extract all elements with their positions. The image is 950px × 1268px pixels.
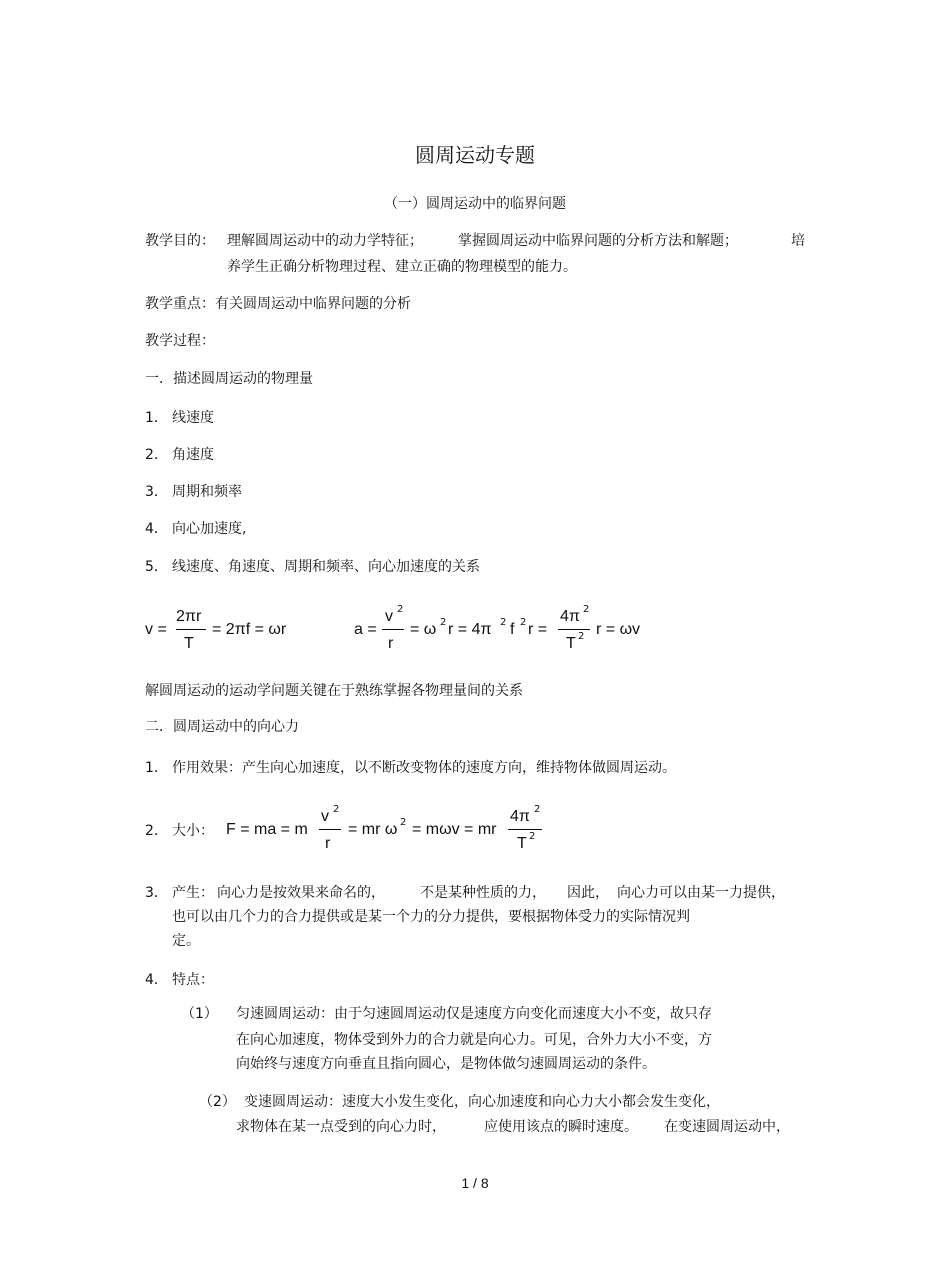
list-item: 特点： xyxy=(172,972,214,988)
sub-item-text: 求物体在某一点受到的向心力时， xyxy=(236,1119,446,1135)
section-subtitle: （一）圆周运动中的临界问题 xyxy=(384,196,566,212)
list-item-text: 因此， xyxy=(567,885,609,901)
sub-item-num: （2） xyxy=(199,1094,236,1110)
sub-item-text: 应使用该点的瞬时速度。 xyxy=(484,1119,638,1135)
formula-text: r = xyxy=(528,621,548,638)
list-item: 作用效果：产生向心加速度，以不断改变物体的速度方向，维持物体做圆周运动。 xyxy=(172,760,676,776)
formula-text: = mωv = mr xyxy=(412,821,497,838)
superscript: 2 xyxy=(578,631,585,642)
objective-label: 教学目的： xyxy=(145,233,215,249)
formula-a-eq: a = xyxy=(354,621,377,638)
list-item: 角速度 xyxy=(172,447,214,463)
teaching-process: 教学过程： xyxy=(145,333,215,349)
list-item: 线速度 xyxy=(172,410,214,426)
formula-v-eq: v = xyxy=(145,621,167,638)
list-item-text: 向心力是按效果来命名的， xyxy=(217,885,385,901)
superscript: 2 xyxy=(500,617,507,628)
page-title: 圆周运动专题 xyxy=(415,143,535,167)
fraction-numerator: v xyxy=(385,608,393,625)
list-item-text: 也可以由几个力的合力提供或是某一个力的分力提供，要根据物体受力的实际情况判 xyxy=(172,909,690,925)
list-item: 向心加速度, xyxy=(172,521,247,537)
sub-item-num: （1） xyxy=(181,1006,218,1022)
sub-item-text: 在向心加速度，物体受到外力的合力就是向心力。可见，合外力大小不变，方 xyxy=(236,1032,712,1048)
fraction-bar xyxy=(508,829,542,830)
formula-text: = mr ω xyxy=(348,821,398,838)
formula-text: F = ma = m xyxy=(226,821,308,838)
sub-item-text: 在变速圆周运动中， xyxy=(664,1119,790,1135)
sub-item-text: 向始终与速度方向垂直且指向圆心，是物体做匀速圆周运动的条件。 xyxy=(236,1056,656,1072)
fraction-bar xyxy=(319,829,341,830)
list-item-num: 2． xyxy=(145,823,168,839)
section2-heading: 二．圆周运动中的向心力 xyxy=(145,719,299,735)
superscript: 2 xyxy=(520,617,527,628)
list-item-text: 产生： xyxy=(172,885,214,901)
objective-line2: 养学生正确分析物理过程、建立正确的物理模型的能力。 xyxy=(227,259,577,275)
fraction-numerator: 2πr xyxy=(176,608,202,625)
superscript: 2 xyxy=(400,817,407,828)
key-sentence: 解圆周运动的运动学问题关键在于熟练掌握各物理量间的关系 xyxy=(145,683,523,699)
superscript: 2 xyxy=(333,804,340,815)
sub-item-text: 变速圆周运动：速度大小发生变化，向心加速度和向心力大小都会发生变化， xyxy=(244,1094,720,1110)
list-item-text: 向心力可以由某一力提供， xyxy=(617,885,785,901)
list-item-num: 1． xyxy=(145,760,168,776)
superscript: 2 xyxy=(534,804,541,815)
fraction-denominator: T xyxy=(566,635,576,652)
list-item-num: 2． xyxy=(145,447,168,463)
list-item-num: 5． xyxy=(145,559,168,575)
fraction-denominator: T xyxy=(184,635,194,652)
objective-part2: 掌握圆周运动中临界问题的分析方法和解题； xyxy=(458,233,738,249)
list-item-text: 定。 xyxy=(172,933,200,949)
list-item-num: 3． xyxy=(145,885,168,901)
fraction-numerator: 4π xyxy=(510,808,530,825)
list-item: 线速度、角速度、周期和频率、向心加速度的关系 xyxy=(172,559,480,575)
list-item-num: 3． xyxy=(145,484,168,500)
fraction-bar xyxy=(382,629,404,630)
superscript: 2 xyxy=(583,604,590,615)
formula-text: r = 4π xyxy=(448,621,492,638)
formula-text: f xyxy=(510,621,515,638)
superscript: 2 xyxy=(397,604,404,615)
fraction-denominator: r xyxy=(388,635,394,652)
fraction-denominator: T xyxy=(517,835,527,852)
formula-text: r = ωv xyxy=(596,621,641,638)
formula-v-rest: = 2πf = ωr xyxy=(212,621,287,638)
page-number: 1 / 8 xyxy=(461,1175,489,1191)
objective-part1: 理解圆周运动中的动力学特征； xyxy=(227,233,423,249)
formula-text: = ω xyxy=(410,621,437,638)
list-item: 大小： xyxy=(172,823,214,839)
sub-item-text: 匀速圆周运动：由于匀速圆周运动仅是速度方向变化而速度大小不变，故只存 xyxy=(236,1006,712,1022)
list-item: 周期和频率 xyxy=(172,484,242,500)
fraction-denominator: r xyxy=(325,835,331,852)
fraction-bar xyxy=(176,629,206,630)
fraction-numerator: 4π xyxy=(560,608,580,625)
list-item-text: 不是某种性质的力， xyxy=(420,885,546,901)
superscript: 2 xyxy=(440,617,447,628)
list-item-num: 4． xyxy=(145,521,168,537)
teaching-focus: 教学重点：有关圆周运动中临界问题的分析 xyxy=(145,296,411,312)
list-item-num: 1． xyxy=(145,410,168,426)
fraction-bar xyxy=(558,629,590,630)
fraction-numerator: v xyxy=(321,808,329,825)
objective-part3: 培 xyxy=(791,233,805,249)
section1-heading: 一．描述圆周运动的物理量 xyxy=(145,371,313,387)
superscript: 2 xyxy=(529,831,536,842)
list-item-num: 4． xyxy=(145,972,168,988)
